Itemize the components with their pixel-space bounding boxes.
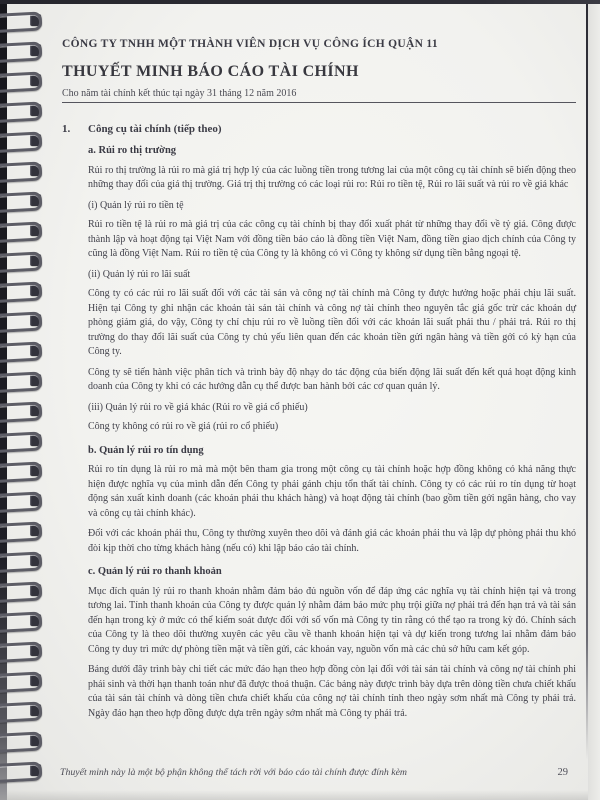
report-title: THUYẾT MINH BÁO CÁO TÀI CHÍNH xyxy=(62,63,359,80)
binding-ring xyxy=(0,222,50,238)
wire-loop xyxy=(0,731,42,753)
binding-ring xyxy=(0,132,50,148)
wire-loop xyxy=(0,221,42,243)
item-currency-risk: (i) Quản lý rủi ro tiền tệ xyxy=(88,199,184,211)
wire-loop xyxy=(0,131,42,153)
wire-loop xyxy=(0,311,42,333)
wire-loop xyxy=(0,461,42,483)
binding-ring xyxy=(0,282,50,298)
paragraph-price-risk: Công ty không có rủi ro về giá (rủi ro cổ phiếu) xyxy=(88,421,279,432)
binding-ring xyxy=(0,372,50,388)
section-body xyxy=(88,144,576,721)
wire-loop xyxy=(0,491,42,513)
wire-loop xyxy=(0,191,42,213)
subheading-credit-risk: b. Quản lý rủi ro tín dụng xyxy=(88,444,204,456)
binding-ring xyxy=(0,102,50,118)
page-footer xyxy=(60,767,568,778)
wire-loop xyxy=(0,521,42,543)
item-price-risk: (iii) Quản lý rủi ro về giá khác (Rủi ro về giá cổ phiếu) xyxy=(88,401,308,413)
report-period: Cho năm tài chính kết thúc tại ngày 31 tháng 12 năm 2016 xyxy=(62,88,576,103)
subheading-market-risk: a. Rủi ro thị trường xyxy=(88,145,177,156)
wire-loop xyxy=(0,581,42,603)
binding-ring xyxy=(0,252,50,268)
wire-loop xyxy=(0,251,42,273)
binding-ring xyxy=(0,582,50,598)
wire-loop xyxy=(0,161,42,183)
paragraph-interest-risk-1: Công ty có các rủi ro lãi suất đối với các tài sản và công nợ tài chính mà Công ty được hưởng hoặc phải chịu lãi suất. Hiện tại Công ty ghi nhận các khoản tài sản tài chính và công nợ tài chính theo nguyên tắc giá gốc trừ các khoản dự phòng giảm giá, do vậy, Công ty chỉ chịu rủi ro về luồng tiền đối với các khoản lãi suất phải thu / phải trả. Rủi ro thị trường do thay đổi lãi suất của Công ty chủ yếu liên quan đến các khoản tiền gửi ngân hàng và tiền gởi có kỳ hạn của Công ty. xyxy=(88,288,576,357)
paragraph-currency-risk: Rủi ro tiền tệ là rủi ro mà giá trị của các công cụ tài chính bị thay đổi xuất phát từ những thay đổi về tỷ giá. Công được thành lập và hoạt động tại Việt Nam với đồng tiền báo cáo là đồng tiền Việt Nam, đồng tiền giao dịch chính của Công ty cũng là đồng Việt Nam. Rủi ro tiền tệ của Công ty là không có vì Công ty không sử dụng tiền bằng ngoại tệ. xyxy=(88,219,576,259)
wire-loop xyxy=(0,41,42,63)
binding-ring xyxy=(0,72,50,88)
section-title: Công cụ tài chính (tiếp theo) xyxy=(88,123,222,135)
wire-loop xyxy=(0,431,42,453)
wire-loop xyxy=(0,611,42,633)
wire-loop xyxy=(0,11,42,33)
binding-ring xyxy=(0,672,50,688)
page-edge-right xyxy=(588,0,600,800)
binding-ring xyxy=(0,702,50,718)
binding-ring xyxy=(0,42,50,58)
note-section xyxy=(62,123,576,721)
binding-ring xyxy=(0,312,50,328)
paragraph-market-risk: Rủi ro thị trường là rủi ro mà giá trị hợp lý của các luồng tiền trong tương lai của một công cụ tài chính sẽ biến động theo những thay đổi của giá thị trường. Giá trị thị trường có các loại rủi ro: Rủi ro tiền tệ, Rủi ro lãi suất và rủi ro về giá khác xyxy=(88,164,576,190)
wire-loop xyxy=(0,671,42,693)
bottom-shade xyxy=(0,790,600,800)
section-heading xyxy=(62,123,576,135)
paragraph-liquidity-risk-2: Bảng dưới đây trình bày chi tiết các mức đáo hạn theo hợp đồng còn lại đối với tài sản tài chính và công nợ tài chính phi phái sinh và thời hạn thanh toán như đã được thoả thuận. Các bảng này được trình bày dựa trên dòng tiền chưa chiết khấu của tài sản tài chính và dòng tiền chưa chiết khấu của công nợ tài chính tính theo ngày sơm nhất mà Công ty phải trả. Ngày đáo hạn theo hợp đồng được dựa trên ngày sớm nhất mà Công ty phải trả. xyxy=(88,664,576,719)
footer-note: Thuyết minh này là một bộ phận không thể tách rời với báo cáo tài chính được đính kèm xyxy=(60,767,407,778)
wire-loop xyxy=(0,761,42,783)
wire-loop xyxy=(0,341,42,363)
page-number: 29 xyxy=(557,767,568,778)
item-interest-risk: (ii) Quản lý rủi ro lãi suất xyxy=(88,268,191,280)
subheading-liquidity-risk: c. Quản lý rủi ro thanh khoản xyxy=(88,566,222,577)
binding-ring xyxy=(0,552,50,568)
binding-ring xyxy=(0,342,50,358)
binding-ring xyxy=(0,192,50,208)
paragraph-liquidity-risk-1: Mục đích quản lý rủi ro thanh khoản nhằm đảm bảo đủ nguồn vốn để đáp ứng các nghĩa vụ tài chính hiện tại và trong tương lai. Tính thanh khoản của Công ty được quản lý nhằm đảm bảo mức phụ trội giữa nợ phải trả đến hạn trả và tài sản đến hạn trong kỳ ở mức có thể kiểm soát được đối với số vốn mà Công ty tin rằng có thể tạo ra trong kỳ đó. Chính sách của Công ty là theo dõi thường xuyên các yêu cầu về thanh khoản hiện tại và dự kiến trong tương lai nhằm đảm bảo Công ty duy trì mức dự phòng tiền mặt và tiền gửi, các khoản vay, nguồn vốn mà các chủ sở hữu cam kết góp. xyxy=(88,585,576,655)
scan-edge-top xyxy=(0,0,600,4)
spiral-binding xyxy=(0,12,50,800)
wire-loop xyxy=(0,551,42,573)
binding-ring xyxy=(0,642,50,658)
binding-ring xyxy=(0,522,50,538)
binding-ring xyxy=(0,762,50,778)
paragraph-credit-risk-2: Đối với các khoản phải thu, Công ty thường xuyên theo dõi và đánh giá các khoản phải thu và lập dự phòng phải thu khó đòi kịp thời cho từng khách hàng (nếu có) khi lập báo cáo tài chính. xyxy=(88,528,576,554)
paragraph-interest-risk-2: Công ty sẽ tiến hành việc phân tích và trình bày độ nhạy do tác động của biến động lãi suất đến kết quả hoạt động kinh doanh của Công ty khi có các hướng dẫn cụ thể được ban hành bởi các cơ quan quản lý. xyxy=(88,366,576,392)
company-name: CÔNG TY TNHH MỘT THÀNH VIÊN DỊCH VỤ CÔNG ÍCH QUẬN 11 xyxy=(62,38,438,50)
binding-ring xyxy=(0,732,50,748)
wire-loop xyxy=(0,701,42,723)
binding-ring xyxy=(0,402,50,418)
section-number: 1. xyxy=(62,123,71,135)
wire-loop xyxy=(0,401,42,423)
binding-ring xyxy=(0,12,50,28)
wire-loop xyxy=(0,641,42,663)
wire-loop xyxy=(0,371,42,393)
report-header xyxy=(62,38,576,103)
page-content xyxy=(62,38,576,727)
wire-loop xyxy=(0,71,42,93)
scan-edge-right xyxy=(586,0,588,800)
binding-ring xyxy=(0,612,50,628)
paragraph-credit-risk-1: Rủi ro tín dụng là rủi ro mà mà một bên tham gia trong một công cụ tài chính hoặc hợp đồng không có khả năng thực hiện được nghĩa vụ của mình dẫn đến Công ty phải gánh chịu tổn thất tài chính. Công ty có các rủi ro tín dụng từ hoạt động sản xuất kinh doanh (các khoản phải thu khách hàng) và hoạt động tài chính (bao gồm tiền gởi ngân hàng, cho vay và công cụ tài chính khác). xyxy=(88,464,576,519)
binding-ring xyxy=(0,432,50,448)
binding-ring xyxy=(0,462,50,478)
wire-loop xyxy=(0,101,42,123)
wire-loop xyxy=(0,281,42,303)
binding-ring xyxy=(0,162,50,178)
binding-ring xyxy=(0,492,50,508)
